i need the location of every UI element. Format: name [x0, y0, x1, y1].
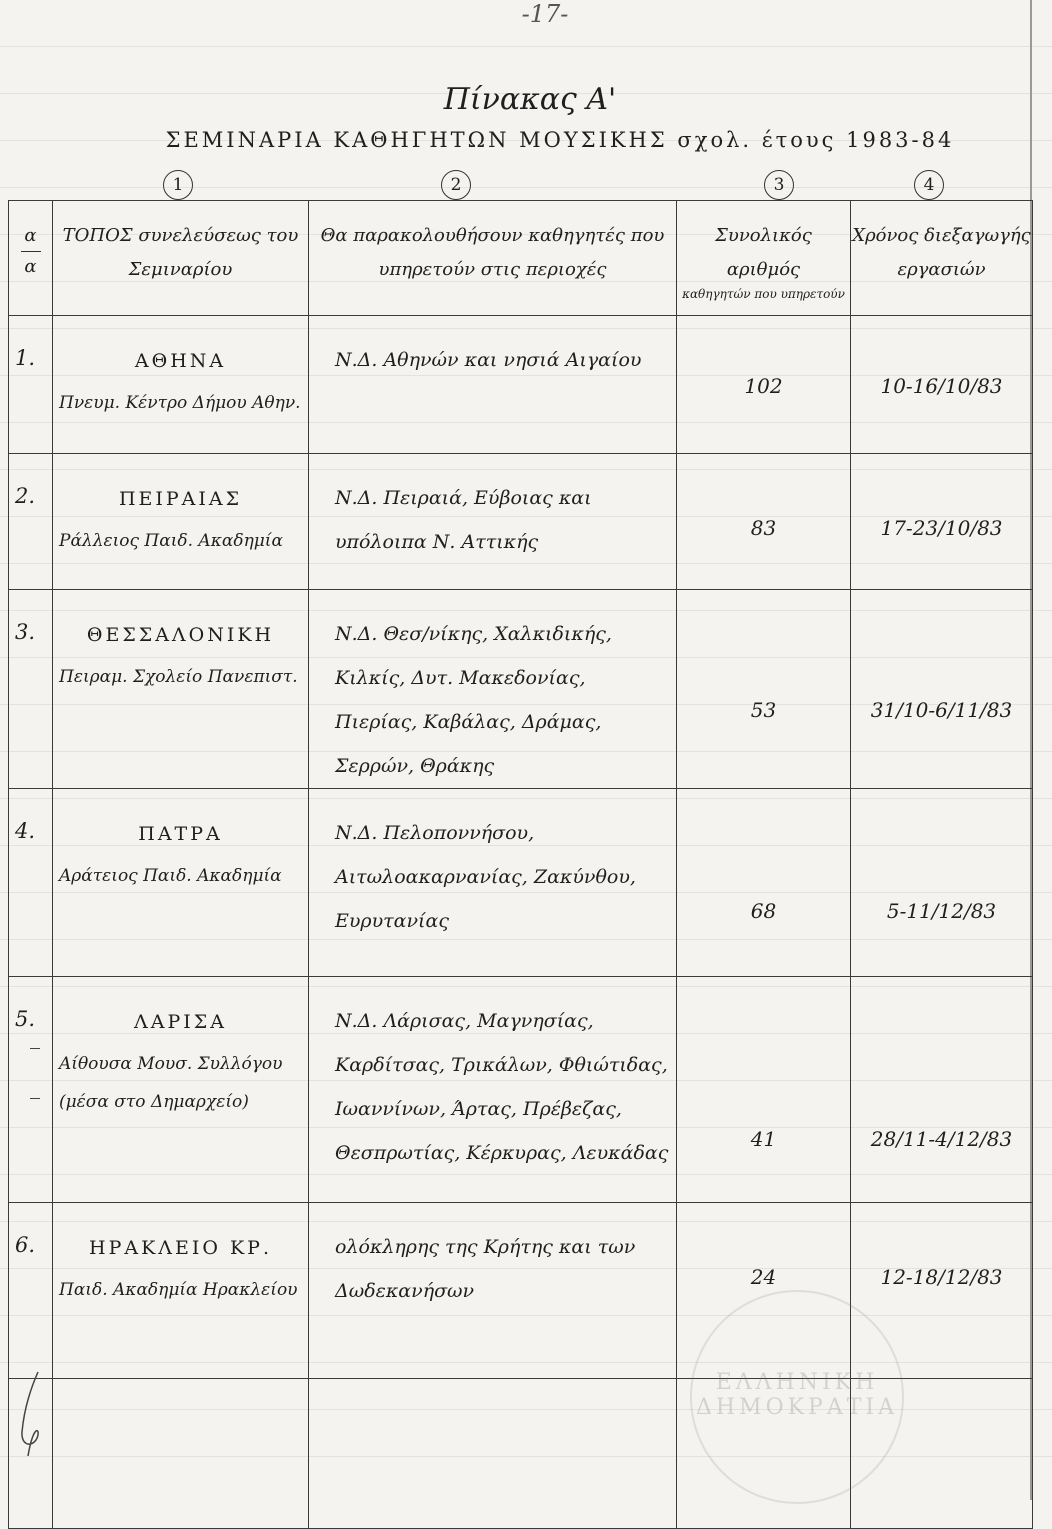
- row-venue: Πνευμ. Κέντρο Δήμου Αθην.: [59, 393, 301, 413]
- table-subtitle: ΣΕΜΙΝΑΡΙΑ ΚΑΘΗΓΗΤΩΝ ΜΟΥΣΙΚΗΣ σχολ. έτους 1983-84: [165, 128, 955, 152]
- row-regions: Ν.Δ. Πελοποννήσου, Αιτωλοακαρνανίας, Ζακύνθου, Ευρυτανίας: [309, 789, 677, 977]
- row-city: ΠΕΙΡΑΙΑΣ: [118, 488, 243, 510]
- column-number-2: 2: [441, 170, 471, 200]
- row-count: 83: [750, 516, 777, 540]
- column-number-3: 3: [764, 170, 794, 200]
- row-number: 3.: [9, 590, 53, 789]
- row-regions: Ν.Δ. Λάρισας, Μαγνησίας, Καρδίτσας, Τρικάλων, Φθιώτιδας, Ιωαννίνων, Άρτας, Πρέβεζας, Θεσπρωτίας, Κέρκυρας, Λευκάδας: [309, 977, 677, 1203]
- header-time: Χρόνος διεξαγωγής εργασιών: [851, 201, 1033, 316]
- row-city: ΗΡΑΚΛΕΙΟ ΚΡ.: [89, 1237, 272, 1259]
- row-place: [53, 1203, 309, 1379]
- header-count: [677, 201, 851, 316]
- row-number: 4.: [9, 789, 53, 977]
- table-row: [9, 590, 1033, 789]
- row-city: ΠΑΤΡΑ: [138, 823, 223, 845]
- row-count: 53: [750, 698, 777, 722]
- row-city: ΘΕΣΣΑΛΟΝΙΚΗ: [86, 624, 275, 646]
- margin-tick: [30, 1048, 40, 1049]
- row-regions: ολόκληρης της Κρήτης και των Δωδεκανήσων: [309, 1203, 677, 1379]
- row-venue: Αράτειος Παιδ. Ακαδημία: [59, 866, 282, 886]
- row-count-cell: [677, 590, 851, 789]
- header-row: [9, 201, 1033, 316]
- row-dates: 28/11-4/12/83: [870, 1127, 1013, 1151]
- row-venue: Παιδ. Ακαδημία Ηρακλείου: [59, 1280, 298, 1300]
- row-city: ΛΑΡΙΣΑ: [134, 1011, 227, 1033]
- row-count-cell: [677, 977, 851, 1203]
- row-dates: 17-23/10/83: [880, 516, 1003, 540]
- row-number: 2.: [9, 454, 53, 590]
- row-count: 68: [750, 899, 777, 923]
- row-dates-cell: [851, 316, 1033, 454]
- row-place: [53, 316, 309, 454]
- row-number: 5.: [9, 977, 53, 1203]
- row-dates: 5-11/12/83: [886, 899, 997, 923]
- row-place: [53, 789, 309, 977]
- page-number: -17-: [521, 0, 569, 28]
- official-stamp: [690, 1290, 904, 1504]
- signature-mark: [16, 1370, 56, 1460]
- row-regions: Ν.Δ. Πειραιά, Εύβοιας και υπόλοιπα Ν. Αττικής: [309, 454, 677, 590]
- column-number-4: 4: [914, 170, 944, 200]
- header-aa: [9, 201, 53, 316]
- column-number-1: 1: [163, 170, 193, 200]
- row-venue: Αίθουσα Μουσ. Συλλόγου (μέσα στο Δημαρχείο): [59, 1054, 283, 1112]
- row-place: [53, 590, 309, 789]
- row-dates: 10-16/10/83: [880, 374, 1003, 398]
- row-city: ΑΘΗΝΑ: [134, 350, 227, 372]
- row-venue: Ράλλειος Παιδ. Ακαδημία: [59, 531, 283, 551]
- row-dates-cell: [851, 590, 1033, 789]
- row-dates-cell: [851, 977, 1033, 1203]
- row-regions: Ν.Δ. Αθηνών και νησιά Αιγαίου: [309, 316, 677, 454]
- row-number: 1.: [9, 316, 53, 454]
- row-count: 24: [750, 1265, 777, 1289]
- row-venue: Πειραμ. Σχολείο Πανεπιστ.: [59, 667, 298, 687]
- empty-cell: [53, 1379, 309, 1529]
- header-count-label: Συνολικός αριθμός: [715, 225, 812, 280]
- row-count-cell: [677, 454, 851, 590]
- row-count: 102: [744, 374, 783, 398]
- stamp-text: ΕΛΛΗΝΙΚΗ ΔΗΜΟΚΡΑΤΙΑ: [695, 1370, 898, 1420]
- row-dates: 31/10-6/11/83: [870, 698, 1013, 722]
- row-dates-cell: [851, 789, 1033, 977]
- row-place: [53, 977, 309, 1203]
- row-dates: 12-18/12/83: [880, 1265, 1003, 1289]
- empty-cell: [309, 1379, 677, 1529]
- header-count-sub: καθηγητών που υπηρετούν: [682, 287, 845, 301]
- row-count-cell: [677, 789, 851, 977]
- row-regions: Ν.Δ. Θεσ/νίκης, Χαλκιδικής, Κιλκίς, Δυτ. Μακεδονίας, Πιερίας, Καβάλας, Δράμας, Σερρών, Θράκης: [309, 590, 677, 789]
- table-row: [9, 454, 1033, 590]
- header-aa-bottom: α: [24, 256, 37, 277]
- row-count: 41: [750, 1127, 777, 1151]
- row-place: [53, 454, 309, 590]
- row-number: 6.: [9, 1203, 53, 1379]
- table-title: Πίνακας Α': [443, 82, 617, 117]
- header-regions: Θα παρακολουθήσουν καθηγητές που υπηρετούν στις περιοχές: [309, 201, 677, 316]
- header-place: ΤΟΠΟΣ συνελεύσεως του Σεμιναρίου: [53, 201, 309, 316]
- header-aa-top: α: [21, 221, 41, 252]
- row-count-cell: [677, 316, 851, 454]
- table-row: [9, 789, 1033, 977]
- table-row: [9, 316, 1033, 454]
- margin-tick: [30, 1098, 40, 1099]
- table-row: [9, 977, 1033, 1203]
- row-dates-cell: [851, 454, 1033, 590]
